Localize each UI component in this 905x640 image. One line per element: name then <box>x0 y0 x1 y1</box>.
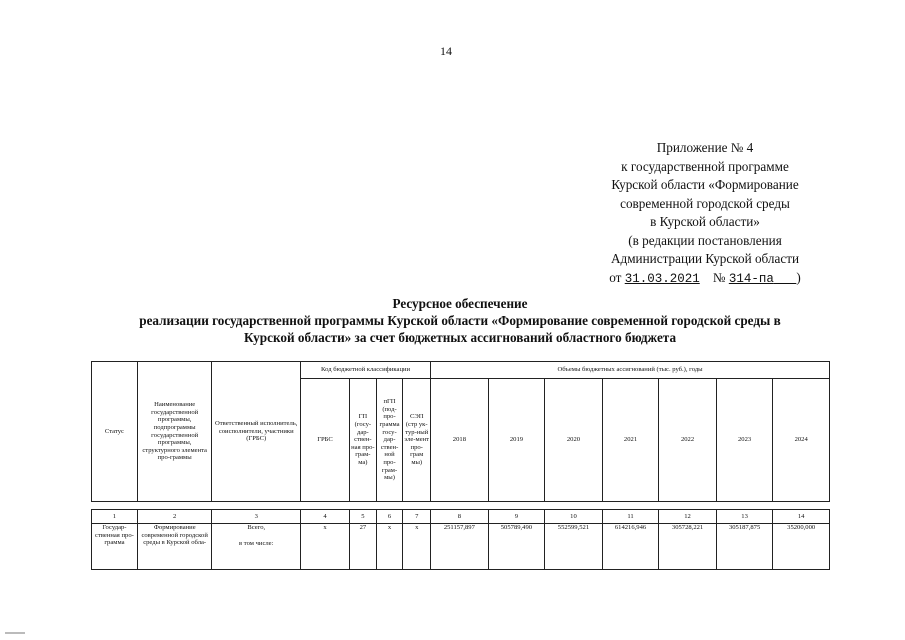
appendix-line: (в редакции постановления <box>628 232 782 248</box>
column-number: 4 <box>301 510 350 524</box>
column-number: 11 <box>602 510 659 524</box>
number-prefix: № <box>712 269 726 285</box>
column-number: 5 <box>350 510 377 524</box>
header-sep: СЭП (стр ук-тур-ный эле-мент про-грам мы) <box>403 379 431 502</box>
scan-artifact <box>5 632 25 634</box>
column-number: 9 <box>488 510 545 524</box>
header-gp: ГП (госу-дар-ствен-ная про-грам-ма) <box>350 379 377 502</box>
column-number: 7 <box>403 510 431 524</box>
header-year: 2018 <box>431 379 489 502</box>
header-volumes-group: Объемы бюджетных ассигнований (тыс. руб.), годы <box>431 362 830 379</box>
appendix-line: современной городской среды <box>620 195 790 211</box>
column-number: 1 <box>92 510 138 524</box>
row-value: 505789,490 <box>488 524 545 570</box>
data-table <box>91 509 830 570</box>
executor-including: в том числе: <box>239 539 274 547</box>
header-year: 2024 <box>773 379 830 502</box>
column-number: 8 <box>431 510 489 524</box>
row-value: 35200,000 <box>773 524 830 570</box>
title-line: Ресурсное обеспечение <box>392 296 528 311</box>
page-number: 14 <box>440 44 452 58</box>
appendix-line: Администрации Курской области <box>610 251 800 266</box>
appendix-decree-line <box>560 269 850 289</box>
header-name: Наименование государственной программы, подпрограммы государственной программы, структурного элемента про-граммы <box>137 362 212 502</box>
appendix-line: Курской области «Формирование <box>611 177 799 192</box>
header-table <box>91 361 830 502</box>
column-number: 2 <box>137 510 212 524</box>
decree-date: 31.03.2021 <box>624 271 700 286</box>
header-year: 2019 <box>488 379 545 502</box>
appendix-line: в Курской области» <box>650 214 760 229</box>
header-year: 2022 <box>659 379 717 502</box>
row-grbs: х <box>301 524 350 570</box>
appendix-header <box>560 139 850 288</box>
header-pgp: пГП (под-про-грамма госу-дар-ствен-ной про-грам-мы) <box>376 379 403 502</box>
row-pgp: х <box>376 524 403 570</box>
title-line: реализации государственной программы Курской области «Формирование современной городской среды в <box>139 313 781 328</box>
header-year: 2020 <box>545 379 603 502</box>
row-executor <box>212 524 301 570</box>
row-value: 305728,221 <box>659 524 717 570</box>
appendix-line: к государственной программе <box>621 158 789 174</box>
column-number: 12 <box>659 510 717 524</box>
row-sep: х <box>403 524 431 570</box>
executor-total: Всего, <box>247 524 266 531</box>
column-number: 10 <box>545 510 603 524</box>
table-row <box>92 524 830 570</box>
header-year: 2023 <box>716 379 773 502</box>
header-year: 2021 <box>602 379 659 502</box>
row-value: 305187,875 <box>716 524 773 570</box>
row-value: 251157,897 <box>431 524 489 570</box>
document-title <box>80 295 840 346</box>
from-prefix: от <box>609 269 622 285</box>
appendix-line: Приложение № 4 <box>656 140 754 155</box>
header-executor: Ответственный исполнитель, соисполнители, участники (ГРБС) <box>212 362 301 502</box>
closing-paren: ) <box>796 269 801 285</box>
row-gp: 27 <box>350 524 377 570</box>
row-name: Формирование современной городской среды в Курской обла- <box>137 524 212 570</box>
header-grbs: ГРБС <box>300 379 349 502</box>
column-number: 3 <box>212 510 301 524</box>
row-status: Государ-ственная про-грамма <box>92 524 138 570</box>
row-value: 614216,946 <box>602 524 659 570</box>
column-number: 13 <box>716 510 773 524</box>
column-number: 6 <box>376 510 403 524</box>
row-value: 552599,521 <box>545 524 603 570</box>
header-status: Статус <box>92 362 138 502</box>
column-number: 14 <box>773 510 830 524</box>
decree-number: 314-па <box>728 271 774 286</box>
title-line: Курской области» за счет бюджетных ассигнований областного бюджета <box>243 330 677 345</box>
header-kbk-group: Код бюджетной классификации <box>300 362 430 379</box>
